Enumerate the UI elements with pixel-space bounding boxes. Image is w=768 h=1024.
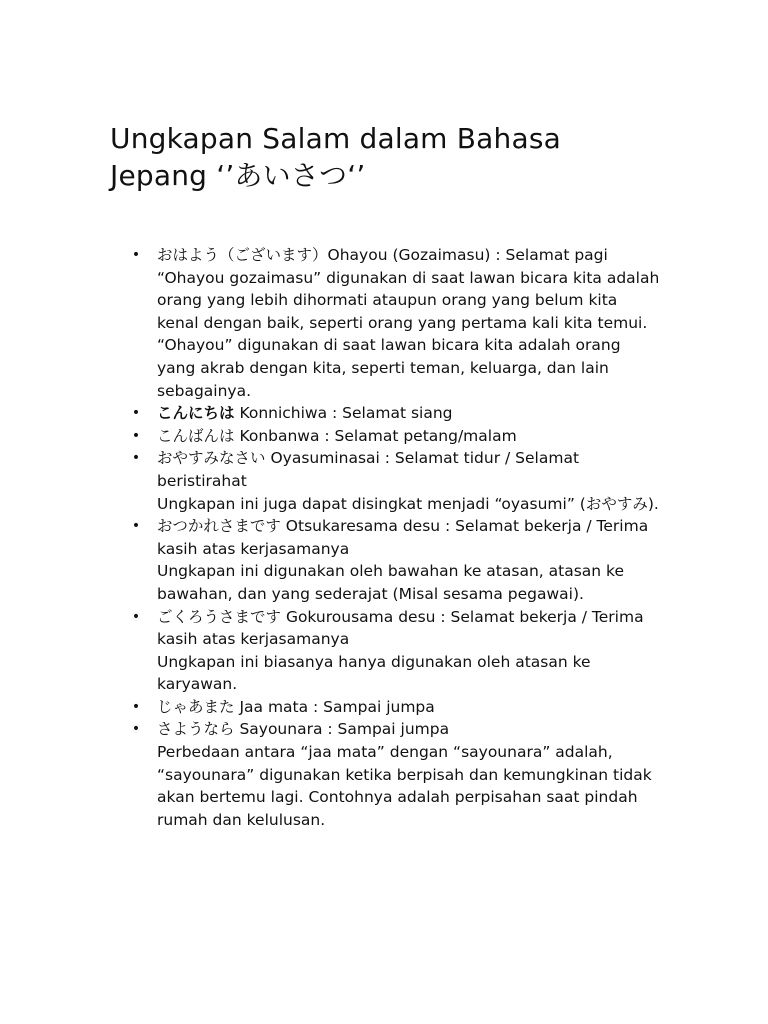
item-note: Perbedaan antara “jaa mata” dengan “sayounara” adalah, “sayounara” digunakan ketika berpisah dan kemungkinan tidak akan bertemu lagi. Contohnya adalah perpisahan saat pindah rumah dan kelulusan.	[157, 743, 652, 829]
term-meaning: Konbanwa : Selamat petang/malam	[234, 426, 517, 445]
bullet-icon: •	[131, 608, 141, 625]
term-meaning: Sayounara : Sampai jumpa	[234, 720, 450, 739]
bullet-icon: •	[131, 247, 141, 263]
item-note: Ungkapan ini digunakan oleh bawahan ke atasan, atasan ke bawahan, dan yang sederajat (Misal sesama pegawai).	[157, 562, 624, 603]
bullet-icon: •	[131, 405, 141, 422]
item-note: “Ohayou” digunakan di saat lawan bicara kita adalah orang yang akrab dengan kita, seperti teman, keluarga, dan lain sebagainya.	[157, 336, 621, 400]
bullet-icon: •	[131, 427, 141, 444]
japanese-term: おやすみなさい	[157, 449, 266, 468]
japanese-term: ごくろうさまです	[157, 607, 282, 626]
japanese-term: おはよう（ございます）	[157, 246, 328, 264]
greeting-list	[131, 244, 662, 831]
bullet-icon: •	[131, 518, 141, 535]
japanese-term: こんにちは	[157, 404, 235, 423]
japanese-term: おつかれさまです	[157, 517, 281, 536]
list-item	[131, 696, 662, 719]
list-item	[131, 244, 662, 402]
bullet-icon: •	[131, 698, 141, 715]
term-meaning: Konnichiwa : Selamat siang	[234, 404, 453, 423]
list-item	[131, 606, 662, 696]
list-item	[131, 718, 662, 831]
list-item	[131, 515, 662, 605]
item-note: “Ohayou gozaimasu” digunakan di saat lawan bicara kita adalah orang yang lebih dihormati ataupun orang yang belum kita kenal dengan baik, seperti orang yang pertama kali kita temui.	[157, 268, 660, 332]
title-line-1: Ungkapan Salam dalam Bahasa	[110, 122, 561, 155]
title-line-2: Jepang ‘’あいさつ‘’	[110, 159, 366, 192]
list-item	[131, 402, 662, 425]
japanese-term: じゃあまた	[157, 697, 235, 716]
term-meaning: Ohayou (Gozaimasu) : Selamat pagi	[327, 246, 608, 264]
bullet-icon: •	[131, 450, 141, 467]
term-meaning: Gokurousama desu : Selamat bekerja / Terima kasih atas kerjasamanya	[157, 607, 644, 649]
term-meaning: Oyasuminasai : Selamat tidur / Selamat beristirahat	[157, 449, 580, 490]
term-meaning: Otsukaresama desu : Selamat bekerja / Terima kasih atas kerjasamanya	[157, 517, 649, 558]
japanese-term: こんばんは	[157, 426, 235, 445]
item-note: Ungkapan ini juga dapat disingkat menjadi “oyasumi” (おやすみ).	[157, 494, 659, 513]
bullet-icon: •	[131, 721, 141, 738]
list-item	[131, 447, 662, 515]
term-meaning: Jaa mata : Sampai jumpa	[234, 697, 435, 716]
page-title	[110, 120, 670, 194]
japanese-term: さようなら	[157, 720, 235, 739]
item-note: Ungkapan ini biasanya hanya digunakan oleh atasan ke karyawan.	[157, 652, 591, 694]
list-item	[131, 425, 662, 448]
